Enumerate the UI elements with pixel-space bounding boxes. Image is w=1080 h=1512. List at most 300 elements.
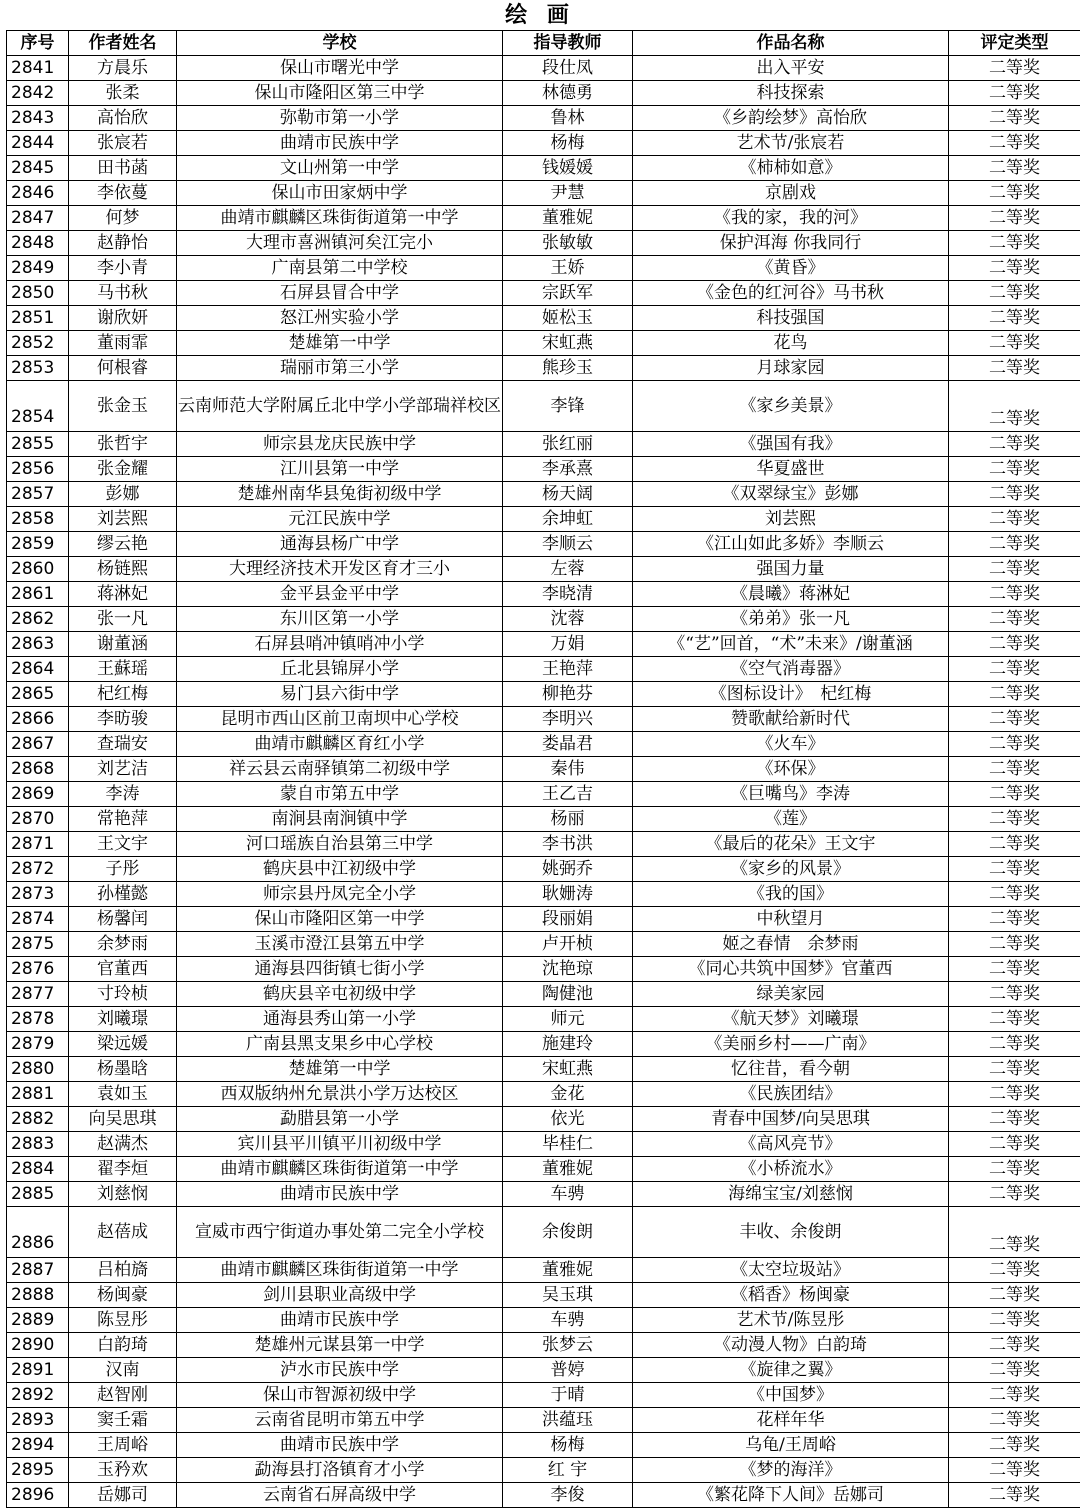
cell-index: 2888 — [7, 1283, 69, 1308]
table-row — [7, 1383, 1080, 1408]
table-row — [7, 231, 1080, 256]
cell-index: 2858 — [7, 507, 69, 532]
cell-index: 2883 — [7, 1132, 69, 1157]
cell-school: 云南师范大学附属丘北中学小学部瑞祥校区 — [177, 381, 503, 432]
cell-author: 方晨乐 — [69, 56, 177, 81]
cell-author: 子彤 — [69, 857, 177, 882]
cell-index: 2889 — [7, 1308, 69, 1333]
cell-author: 翟李烜 — [69, 1157, 177, 1182]
cell-index: 2875 — [7, 932, 69, 957]
cell-award-type: 二等奖 — [949, 106, 1080, 131]
table-row — [7, 156, 1080, 181]
cell-index: 2882 — [7, 1107, 69, 1132]
table-row — [7, 1007, 1080, 1032]
cell-author: 马书秋 — [69, 281, 177, 306]
cell-teacher: 耿姗涛 — [503, 882, 633, 907]
cell-work-title: 《江山如此多娇》李顺云 — [633, 532, 949, 557]
cell-author: 梁远媛 — [69, 1032, 177, 1057]
cell-award-type: 二等奖 — [949, 807, 1080, 832]
cell-work-title: 科技探索 — [633, 81, 949, 106]
table-row — [7, 932, 1080, 957]
cell-index: 2857 — [7, 482, 69, 507]
header-school: 学校 — [177, 31, 503, 56]
cell-teacher: 张红丽 — [503, 432, 633, 457]
cell-index: 2842 — [7, 81, 69, 106]
header-award-type: 评定类型 — [949, 31, 1080, 56]
cell-work-title: 《莲》 — [633, 807, 949, 832]
cell-school: 楚雄第一中学 — [177, 331, 503, 356]
cell-index: 2855 — [7, 432, 69, 457]
cell-work-title: 《家乡美景》 — [633, 381, 949, 432]
cell-work-title: 艺术节/陈昱彤 — [633, 1308, 949, 1333]
cell-school: 保山市隆阳区第一中学 — [177, 907, 503, 932]
cell-index: 2862 — [7, 607, 69, 632]
cell-school: 大理经济技术开发区育才三小 — [177, 557, 503, 582]
cell-work-title: 《繁花降下人间》岳娜司 — [633, 1483, 949, 1508]
cell-work-title: 赞歌献给新时代 — [633, 707, 949, 732]
cell-teacher: 董雅妮 — [503, 206, 633, 231]
cell-author: 王周峪 — [69, 1433, 177, 1458]
cell-award-type: 二等奖 — [949, 1157, 1080, 1182]
cell-work-title: 《旋律之翼》 — [633, 1358, 949, 1383]
cell-award-type: 二等奖 — [949, 957, 1080, 982]
cell-school: 楚雄州元谋县第一中学 — [177, 1333, 503, 1358]
cell-teacher: 宋虹燕 — [503, 1057, 633, 1082]
table-row — [7, 457, 1080, 482]
table-row — [7, 1283, 1080, 1308]
cell-award-type: 二等奖 — [949, 281, 1080, 306]
cell-work-title: 科技强国 — [633, 306, 949, 331]
cell-award-type: 二等奖 — [949, 857, 1080, 882]
cell-award-type: 二等奖 — [949, 707, 1080, 732]
cell-award-type: 二等奖 — [949, 1007, 1080, 1032]
cell-award-type: 二等奖 — [949, 1433, 1080, 1458]
cell-teacher: 车骋 — [503, 1308, 633, 1333]
page-title: 绘 画 — [505, 2, 575, 28]
cell-index: 2859 — [7, 532, 69, 557]
cell-school: 昆明市西山区前卫南坝中心学校 — [177, 707, 503, 732]
cell-school: 蒙自市第五中学 — [177, 782, 503, 807]
table-row — [7, 657, 1080, 682]
cell-author: 查瑞安 — [69, 732, 177, 757]
cell-award-type: 二等奖 — [949, 732, 1080, 757]
cell-work-title: 《小桥流水》 — [633, 1157, 949, 1182]
cell-award-type: 二等奖 — [949, 206, 1080, 231]
cell-author: 孙槿懿 — [69, 882, 177, 907]
cell-author: 张一凡 — [69, 607, 177, 632]
cell-author: 陈昱彤 — [69, 1308, 177, 1333]
cell-index: 2848 — [7, 231, 69, 256]
cell-work-title: 绿美家园 — [633, 982, 949, 1007]
cell-index: 2864 — [7, 657, 69, 682]
cell-author: 李依蔓 — [69, 181, 177, 206]
cell-award-type: 二等奖 — [949, 607, 1080, 632]
table-row — [7, 1107, 1080, 1132]
cell-teacher: 董雅妮 — [503, 1157, 633, 1182]
cell-award-type: 二等奖 — [949, 1207, 1080, 1258]
table-row — [7, 1032, 1080, 1057]
cell-work-title: 姬之春情 余梦雨 — [633, 932, 949, 957]
cell-teacher: 万娟 — [503, 632, 633, 657]
cell-teacher: 于晴 — [503, 1383, 633, 1408]
cell-index: 2851 — [7, 306, 69, 331]
cell-award-type: 二等奖 — [949, 907, 1080, 932]
table-row — [7, 832, 1080, 857]
cell-index: 2876 — [7, 957, 69, 982]
cell-index: 2854 — [7, 381, 69, 432]
table-row — [7, 1483, 1080, 1508]
table-row — [7, 482, 1080, 507]
cell-school: 怒江州实验小学 — [177, 306, 503, 331]
cell-author: 赵静怡 — [69, 231, 177, 256]
cell-school: 玉溪市澄江县第五中学 — [177, 932, 503, 957]
table-row — [7, 807, 1080, 832]
cell-index: 2856 — [7, 457, 69, 482]
table-row — [7, 131, 1080, 156]
cell-award-type: 二等奖 — [949, 1483, 1080, 1508]
cell-author: 赵满杰 — [69, 1132, 177, 1157]
cell-author: 杨链熙 — [69, 557, 177, 582]
cell-work-title: 《中国梦》 — [633, 1383, 949, 1408]
cell-work-title: 《太空垃圾站》 — [633, 1258, 949, 1283]
cell-index: 2871 — [7, 832, 69, 857]
cell-author: 刘艺洁 — [69, 757, 177, 782]
cell-school: 南涧县南涧镇中学 — [177, 807, 503, 832]
table-row — [7, 181, 1080, 206]
cell-award-type: 二等奖 — [949, 1132, 1080, 1157]
table-row — [7, 1207, 1080, 1258]
table-row — [7, 532, 1080, 557]
cell-teacher: 陶健池 — [503, 982, 633, 1007]
table-row — [7, 306, 1080, 331]
cell-work-title: 《环保》 — [633, 757, 949, 782]
cell-award-type: 二等奖 — [949, 1383, 1080, 1408]
cell-index: 2861 — [7, 582, 69, 607]
cell-school: 元江民族中学 — [177, 507, 503, 532]
cell-index: 2844 — [7, 131, 69, 156]
cell-index: 2866 — [7, 707, 69, 732]
cell-school: 曲靖市民族中学 — [177, 1308, 503, 1333]
cell-award-type: 二等奖 — [949, 256, 1080, 281]
cell-award-type: 二等奖 — [949, 231, 1080, 256]
cell-index: 2860 — [7, 557, 69, 582]
cell-author: 常艳萍 — [69, 807, 177, 832]
cell-work-title: 花样年华 — [633, 1408, 949, 1433]
cell-author: 张金玉 — [69, 381, 177, 432]
cell-author: 刘曦璟 — [69, 1007, 177, 1032]
table-row — [7, 206, 1080, 231]
cell-work-title: 《强国有我》 — [633, 432, 949, 457]
cell-teacher: 林德勇 — [503, 81, 633, 106]
cell-award-type: 二等奖 — [949, 882, 1080, 907]
table-header-row — [7, 31, 1080, 56]
cell-award-type: 二等奖 — [949, 657, 1080, 682]
cell-award-type: 二等奖 — [949, 757, 1080, 782]
cell-teacher: 姚弼乔 — [503, 857, 633, 882]
cell-school: 易门县六街中学 — [177, 682, 503, 707]
cell-work-title: 京剧戏 — [633, 181, 949, 206]
cell-work-title: 《“艺”回首，“术”未来》/谢董涵 — [633, 632, 949, 657]
cell-teacher: 金花 — [503, 1082, 633, 1107]
cell-school: 通海县杨广中学 — [177, 532, 503, 557]
cell-author: 李涛 — [69, 782, 177, 807]
cell-author: 赵智刚 — [69, 1383, 177, 1408]
cell-author: 张金耀 — [69, 457, 177, 482]
cell-teacher: 李顺云 — [503, 532, 633, 557]
cell-teacher: 鲁林 — [503, 106, 633, 131]
cell-work-title: 《高风亮节》 — [633, 1132, 949, 1157]
cell-award-type: 二等奖 — [949, 432, 1080, 457]
cell-index: 2853 — [7, 356, 69, 381]
cell-teacher: 红 宇 — [503, 1458, 633, 1483]
cell-award-type: 二等奖 — [949, 156, 1080, 181]
cell-award-type: 二等奖 — [949, 1082, 1080, 1107]
cell-teacher: 姬松玉 — [503, 306, 633, 331]
cell-work-title: 强国力量 — [633, 557, 949, 582]
cell-teacher: 李俊 — [503, 1483, 633, 1508]
table-row — [7, 1333, 1080, 1358]
cell-award-type: 二等奖 — [949, 56, 1080, 81]
table-row — [7, 106, 1080, 131]
cell-school: 曲靖市民族中学 — [177, 131, 503, 156]
cell-work-title: 《稻香》杨闽豪 — [633, 1283, 949, 1308]
table-row — [7, 1258, 1080, 1283]
cell-author: 缪云艳 — [69, 532, 177, 557]
cell-school: 云南省石屏高级中学 — [177, 1483, 503, 1508]
cell-teacher: 王乙吉 — [503, 782, 633, 807]
cell-school: 云南省昆明市第五中学 — [177, 1408, 503, 1433]
cell-index: 2849 — [7, 256, 69, 281]
cell-teacher: 师元 — [503, 1007, 633, 1032]
table-row — [7, 557, 1080, 582]
cell-work-title: 《乡韵绘梦》高怡欣 — [633, 106, 949, 131]
cell-teacher: 毕桂仁 — [503, 1132, 633, 1157]
cell-school: 楚雄第一中学 — [177, 1057, 503, 1082]
cell-school: 勐腊县第一小学 — [177, 1107, 503, 1132]
cell-work-title: 《火车》 — [633, 732, 949, 757]
cell-author: 李小青 — [69, 256, 177, 281]
cell-award-type: 二等奖 — [949, 1333, 1080, 1358]
cell-school: 丘北县锦屏小学 — [177, 657, 503, 682]
cell-award-type: 二等奖 — [949, 932, 1080, 957]
cell-index: 2892 — [7, 1383, 69, 1408]
table-row — [7, 507, 1080, 532]
cell-teacher: 秦伟 — [503, 757, 633, 782]
cell-work-title: 丰收、余俊朗 — [633, 1207, 949, 1258]
table-row — [7, 81, 1080, 106]
cell-school: 曲靖市麒麟区珠街街道第一中学 — [177, 1157, 503, 1182]
cell-award-type: 二等奖 — [949, 356, 1080, 381]
cell-author: 高怡欣 — [69, 106, 177, 131]
cell-work-title: 《民族团结》 — [633, 1082, 949, 1107]
cell-author: 董雨霏 — [69, 331, 177, 356]
table-row — [7, 381, 1080, 432]
cell-index: 2847 — [7, 206, 69, 231]
table-row — [7, 1433, 1080, 1458]
cell-work-title: 《晨曦》蒋淋妃 — [633, 582, 949, 607]
awards-table — [6, 30, 1080, 1508]
cell-award-type: 二等奖 — [949, 1308, 1080, 1333]
header-teacher: 指导教师 — [503, 31, 633, 56]
cell-author: 刘慈悯 — [69, 1182, 177, 1207]
cell-award-type: 二等奖 — [949, 1408, 1080, 1433]
cell-school: 大理市喜洲镇河矣江完小 — [177, 231, 503, 256]
cell-index: 2885 — [7, 1182, 69, 1207]
cell-author: 刘芸熙 — [69, 507, 177, 532]
cell-work-title: 乌龟/王周峪 — [633, 1433, 949, 1458]
cell-author: 谢欣妍 — [69, 306, 177, 331]
table-row — [7, 682, 1080, 707]
cell-work-title: 忆往昔，看今朝 — [633, 1057, 949, 1082]
cell-author: 谢董涵 — [69, 632, 177, 657]
cell-school: 石屏县冒合中学 — [177, 281, 503, 306]
cell-school: 曲靖市麒麟区珠街街道第一中学 — [177, 206, 503, 231]
cell-author: 张宸若 — [69, 131, 177, 156]
table-row — [7, 331, 1080, 356]
cell-teacher: 王娇 — [503, 256, 633, 281]
cell-work-title: 《柿柿如意》 — [633, 156, 949, 181]
cell-author: 张哲宇 — [69, 432, 177, 457]
cell-school: 通海县秀山第一小学 — [177, 1007, 503, 1032]
table-row — [7, 1408, 1080, 1433]
cell-author: 杞红梅 — [69, 682, 177, 707]
table-row — [7, 582, 1080, 607]
cell-author: 杨墨晗 — [69, 1057, 177, 1082]
cell-work-title: 《最后的花朵》王文宇 — [633, 832, 949, 857]
cell-school: 保山市曙光中学 — [177, 56, 503, 81]
cell-work-title: 华夏盛世 — [633, 457, 949, 482]
cell-teacher: 余俊朗 — [503, 1207, 633, 1258]
cell-teacher: 杨梅 — [503, 1433, 633, 1458]
cell-teacher: 张梦云 — [503, 1333, 633, 1358]
cell-school: 文山州第一中学 — [177, 156, 503, 181]
cell-school: 金平县金平中学 — [177, 582, 503, 607]
table-row — [7, 707, 1080, 732]
cell-teacher: 宗跃军 — [503, 281, 633, 306]
cell-award-type: 二等奖 — [949, 1057, 1080, 1082]
cell-author: 袁如玉 — [69, 1082, 177, 1107]
cell-author: 窦壬霜 — [69, 1408, 177, 1433]
cell-author: 玉矜欢 — [69, 1458, 177, 1483]
header-author: 作者姓名 — [69, 31, 177, 56]
cell-school: 保山市田家炳中学 — [177, 181, 503, 206]
cell-author: 何根睿 — [69, 356, 177, 381]
cell-teacher: 杨天阔 — [503, 482, 633, 507]
cell-teacher: 沈蓉 — [503, 607, 633, 632]
table-row — [7, 1057, 1080, 1082]
cell-school: 曲靖市民族中学 — [177, 1182, 503, 1207]
cell-index: 2863 — [7, 632, 69, 657]
cell-author: 田书菡 — [69, 156, 177, 181]
cell-work-title: 《图标设计》 杞红梅 — [633, 682, 949, 707]
cell-work-title: 《双翠绿宝》彭娜 — [633, 482, 949, 507]
cell-award-type: 二等奖 — [949, 507, 1080, 532]
cell-index: 2843 — [7, 106, 69, 131]
cell-school: 江川县第一中学 — [177, 457, 503, 482]
cell-work-title: 艺术节/张宸若 — [633, 131, 949, 156]
cell-teacher: 沈艳琼 — [503, 957, 633, 982]
table-row — [7, 757, 1080, 782]
cell-school: 剑川县职业高级中学 — [177, 1283, 503, 1308]
cell-author: 白韵琦 — [69, 1333, 177, 1358]
cell-work-title: 《梦的海洋》 — [633, 1458, 949, 1483]
cell-school: 勐海县打洛镇育才小学 — [177, 1458, 503, 1483]
cell-teacher: 柳艳芬 — [503, 682, 633, 707]
cell-work-title: 《弟弟》张一凡 — [633, 607, 949, 632]
table-row — [7, 957, 1080, 982]
cell-award-type: 二等奖 — [949, 832, 1080, 857]
table-row — [7, 281, 1080, 306]
cell-index: 2896 — [7, 1483, 69, 1508]
header-index: 序号 — [7, 31, 69, 56]
table-row — [7, 857, 1080, 882]
cell-teacher: 熊珍玉 — [503, 356, 633, 381]
cell-teacher: 李明兴 — [503, 707, 633, 732]
cell-index: 2890 — [7, 1333, 69, 1358]
cell-award-type: 二等奖 — [949, 632, 1080, 657]
cell-index: 2884 — [7, 1157, 69, 1182]
cell-index: 2865 — [7, 682, 69, 707]
cell-award-type: 二等奖 — [949, 982, 1080, 1007]
cell-teacher: 余坤虹 — [503, 507, 633, 532]
cell-author: 汉南 — [69, 1358, 177, 1383]
cell-author: 张柔 — [69, 81, 177, 106]
cell-index: 2880 — [7, 1057, 69, 1082]
cell-index: 2894 — [7, 1433, 69, 1458]
table-row — [7, 1358, 1080, 1383]
cell-teacher: 李承熹 — [503, 457, 633, 482]
cell-index: 2852 — [7, 331, 69, 356]
cell-work-title: 月球家园 — [633, 356, 949, 381]
cell-teacher: 宋虹燕 — [503, 331, 633, 356]
cell-award-type: 二等奖 — [949, 381, 1080, 432]
cell-author: 杨闽豪 — [69, 1283, 177, 1308]
cell-index: 2879 — [7, 1032, 69, 1057]
cell-school: 保山市隆阳区第三中学 — [177, 81, 503, 106]
cell-teacher: 施建玲 — [503, 1032, 633, 1057]
cell-work-title: 海绵宝宝/刘慈悯 — [633, 1182, 949, 1207]
table-row — [7, 1458, 1080, 1483]
cell-school: 鹤庆县中江初级中学 — [177, 857, 503, 882]
cell-school: 楚雄州南华县兔街初级中学 — [177, 482, 503, 507]
cell-award-type: 二等奖 — [949, 81, 1080, 106]
cell-teacher: 依光 — [503, 1107, 633, 1132]
cell-work-title: 《同心共筑中国梦》官董西 — [633, 957, 949, 982]
cell-index: 2846 — [7, 181, 69, 206]
cell-award-type: 二等奖 — [949, 457, 1080, 482]
cell-teacher: 卢开桢 — [503, 932, 633, 957]
cell-school: 宣威市西宁街道办事处第二完全小学校 — [177, 1207, 503, 1258]
cell-index: 2893 — [7, 1408, 69, 1433]
cell-author: 杨馨闰 — [69, 907, 177, 932]
cell-school: 东川区第一小学 — [177, 607, 503, 632]
cell-index: 2873 — [7, 882, 69, 907]
cell-author: 何梦 — [69, 206, 177, 231]
cell-teacher: 杨丽 — [503, 807, 633, 832]
table-row — [7, 1182, 1080, 1207]
cell-index: 2869 — [7, 782, 69, 807]
cell-work-title: 《巨嘴鸟》李涛 — [633, 782, 949, 807]
header-work-title: 作品名称 — [633, 31, 949, 56]
cell-school: 广南县第二中学校 — [177, 256, 503, 281]
cell-school: 石屏县哨冲镇哨冲小学 — [177, 632, 503, 657]
cell-teacher: 李锋 — [503, 381, 633, 432]
table-row — [7, 256, 1080, 281]
cell-index: 2850 — [7, 281, 69, 306]
cell-teacher: 车骋 — [503, 1182, 633, 1207]
cell-work-title: 《金色的红河谷》马书秋 — [633, 281, 949, 306]
cell-work-title: 花鸟 — [633, 331, 949, 356]
